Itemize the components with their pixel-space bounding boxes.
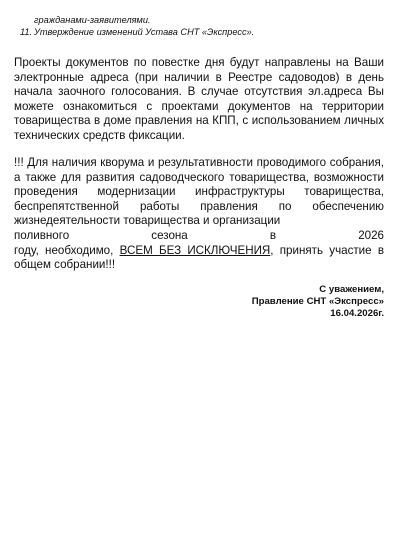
agenda-list	[14, 15, 384, 38]
agenda-continuation: гражданами-заявителями.	[34, 15, 151, 25]
agenda-item-number: 11.	[20, 26, 33, 37]
appeal-word-3: в	[269, 228, 277, 242]
appeal-spread-line	[14, 229, 384, 244]
appeal-main-text: !!! Для наличия кворума и результативности проводимого собрания, а также для развития садоводческого товарищества, возможности проведения модернизации инфраструктуры товарищества, беспрепятственной работы правления по обеспечению жизнедеятельности товарищества и организации	[14, 156, 384, 228]
quorum-appeal-paragraph	[14, 156, 384, 273]
appeal-word-4: 2026	[358, 228, 384, 242]
signature-date: 16.04.2026г.	[330, 308, 384, 320]
agenda-item-11	[14, 27, 384, 39]
agenda-item-text: Утверждение изменений Устава СНТ «Экспресс».	[34, 26, 255, 37]
signature-signer: Правление СНТ «Экспресс»	[251, 296, 384, 308]
appeal-text-after-emphasis: , принять участие в общем собрании!!!	[14, 243, 385, 272]
signature-regards: С уважением,	[319, 284, 384, 295]
appeal-emphasis: ВСЕМ БЕЗ ИСКЛЮЧЕНИЯ	[119, 243, 271, 257]
appeal-word-2: сезона	[151, 228, 188, 242]
appeal-text-before-emphasis: году, необходимо,	[14, 243, 120, 257]
signature-block	[252, 284, 384, 321]
documents-paragraph: Проекты документов по повестке дня будут направлены на Ваши электронные адреса (при наличии в Реестре садоводов) в день начала заочного голосования. В случае отсутствия эл.адреса Вы можете ознакомиться с проектами документов на территории товарищества в доме правления на КПП, с использованием личных технических средств фиксации.	[14, 56, 384, 142]
appeal-word-1: поливного	[14, 228, 70, 242]
